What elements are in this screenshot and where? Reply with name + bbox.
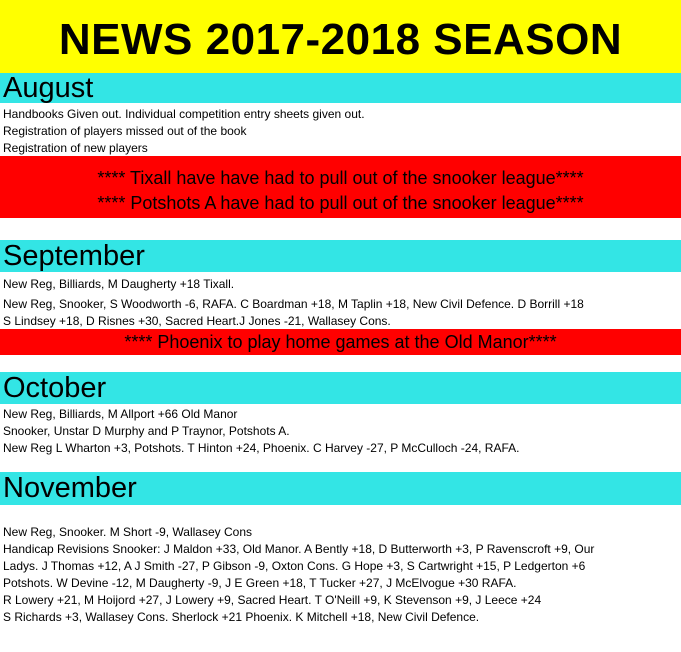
alert-text: **** Potshots A have had to pull out of the snooker league**** xyxy=(97,193,584,213)
news-line: New Reg, Billiards, M Allport +66 Old Manor xyxy=(3,407,238,421)
news-line: S Lindsey +18, D Risnes +30, Sacred Heart.J Jones -21, Wallasey Cons. xyxy=(3,314,391,328)
month-heading-september: September xyxy=(0,240,681,272)
news-line: Potshots. W Devine -12, M Daugherty -9, J E Green +18, T Tucker +27, J McElvogue +30 RAFA. xyxy=(3,576,517,590)
news-line: Snooker, Unstar D Murphy and P Traynor, Potshots A. xyxy=(3,424,290,438)
news-line: New Reg, Snooker, S Woodworth -6, RAFA. C Boardman +18, M Taplin +18, New Civil Defence. D Borrill +18 xyxy=(3,297,584,311)
news-line: Registration of players missed out of the book xyxy=(3,124,247,138)
news-line: New Reg L Wharton +3, Potshots. T Hinton +24, Phoenix. C Harvey -27, P McCulloch -24, RAFA. xyxy=(3,441,520,455)
month-heading-october: October xyxy=(0,372,681,404)
news-line: Ladys. J Thomas +12, A J Smith -27, P Gibson -9, Oxton Cons. G Hope +3, S Cartwright +15, P Ledgerton +6 xyxy=(3,559,586,573)
news-line: Handicap Revisions Snooker: J Maldon +33, Old Manor. A Bently +18, D Butterworth +3, P Ravenscroft +9, Our xyxy=(3,542,595,556)
month-heading-august: August xyxy=(0,73,681,103)
news-line: S Richards +3, Wallasey Cons. Sherlock +21 Phoenix. K Mitchell +18, New Civil Defence. xyxy=(3,610,480,624)
news-line: R Lowery +21, M Hoijord +27, J Lowery +9, Sacred Heart. T O'Neill +9, K Stevenson +9, J Leece +24 xyxy=(3,593,542,607)
page-title: NEWS 2017-2018 SEASON xyxy=(0,0,681,73)
alert-text: **** Tixall have have had to pull out of the snooker league**** xyxy=(97,168,584,188)
news-line: New Reg, Billiards, M Daugherty +18 Tixall. xyxy=(3,277,235,291)
news-line: Registration of new players xyxy=(3,141,148,155)
news-line: New Reg, Snooker. M Short -9, Wallasey Cons xyxy=(3,525,252,539)
month-heading-november: November xyxy=(0,472,681,505)
news-line: Handbooks Given out. Individual competition entry sheets given out. xyxy=(3,107,365,121)
alert-text: **** Phoenix to play home games at the Old Manor**** xyxy=(124,332,557,352)
alert-box-september xyxy=(0,329,681,355)
alert-box-august xyxy=(0,156,681,218)
